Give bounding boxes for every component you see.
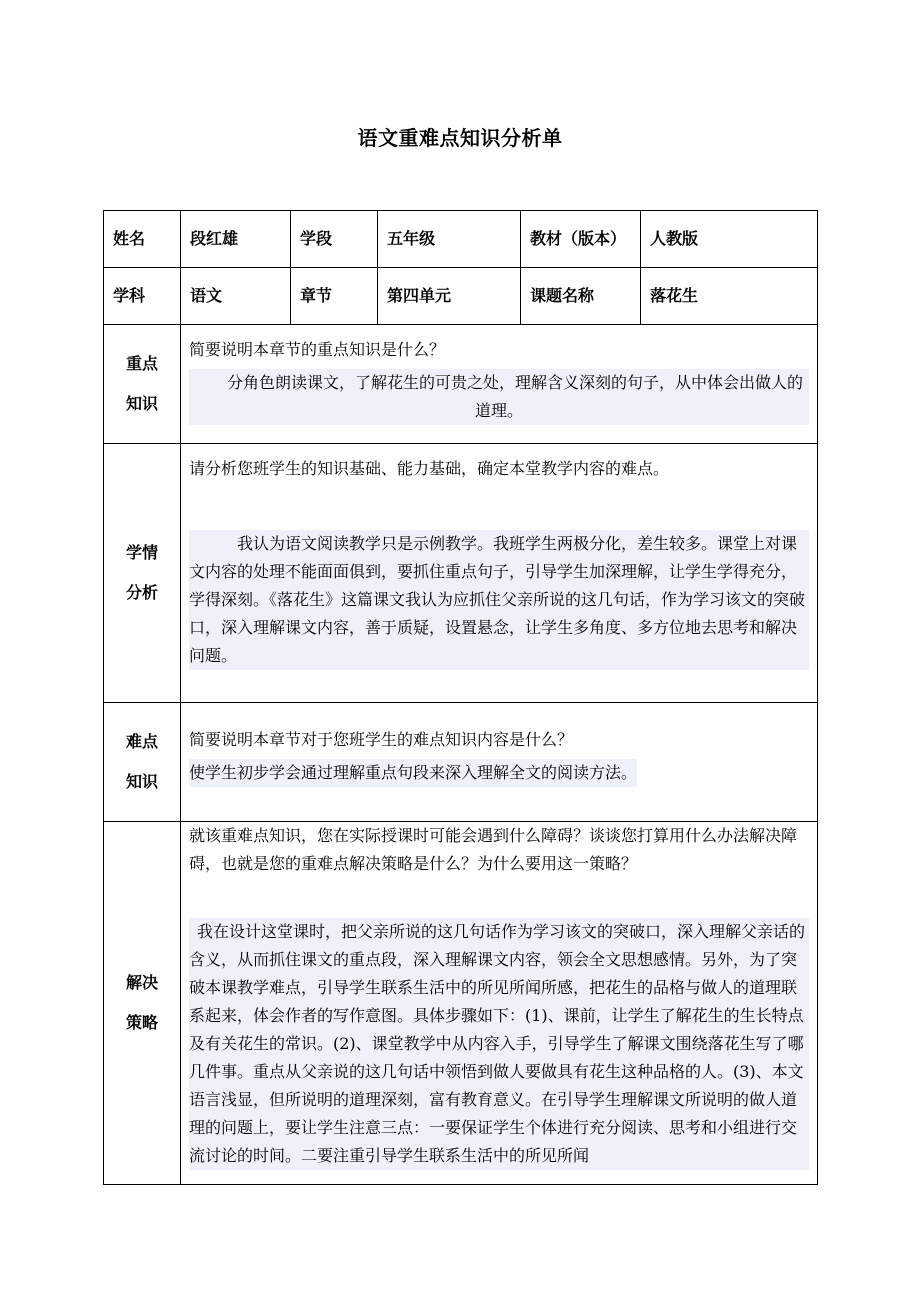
student-analysis-content	[181, 444, 818, 703]
solution-strategy-label: 解决 策略	[104, 822, 181, 1185]
difficult-knowledge-prompt: 简要说明本章节对于您班学生的难点知识内容是什么？	[189, 730, 574, 749]
difficult-knowledge-answer: 使学生初步学会通过理解重点句段来深入理解全文的阅读方法。	[189, 759, 637, 787]
header-row-1	[104, 211, 818, 268]
value-lesson-title: 落花生	[641, 268, 818, 325]
key-knowledge-label: 重点 知识	[104, 325, 181, 444]
student-analysis-prompt: 请分析您班学生的知识基础、能力基础，确定本堂教学内容的难点。	[189, 459, 670, 478]
label-textbook-edition: 教材（版本）	[521, 211, 641, 268]
solution-strategy-prompt: 就该重难点知识，您在实际授课时可能会遇到什么障碍？谈谈您打算用什么办法解决障碍，也就是您的重难点解决策略是什么？为什么要用这一策略？	[189, 826, 798, 873]
section-student-analysis	[104, 444, 818, 703]
value-subject: 语文	[181, 268, 291, 325]
label-lesson-title: 课题名称	[521, 268, 641, 325]
key-knowledge-answer: 分角色朗读课文，了解花生的可贵之处，理解含义深刻的句子，从中体会出做人的道理。	[189, 369, 809, 425]
header-row-2	[104, 268, 818, 325]
difficult-knowledge-label: 难点 知识	[104, 703, 181, 822]
page-title: 语文重难点知识分析单	[357, 126, 563, 150]
solution-strategy-content	[181, 822, 818, 1185]
label-grade-level: 学段	[291, 211, 378, 268]
analysis-form-table	[103, 210, 818, 1185]
solution-strategy-answer: 我在设计这堂课时，把父亲所说的这几句话作为学习该文的突破口，深入理解父亲话的含义，从而抓住课文的重点段，深入理解课文内容，领会全文思想感情。另外，为了突破本课教学难点，引导学生联系生活中的所见所闻所感，把花生的品格与做人的道理联系起来，体会作者的写作意图。具体步骤如下：(1)、课前，让学生了解花生的生长特点及有关花生的常识。(2)、课堂教学中从内容入手，引导学生了解课文围绕落花生写了哪几件事。重点从父亲说的这几句话中领悟到做人要做具有花生这种品格的人。(3)、本文语言浅显，但所说明的道理深刻，富有教育意义。在引导学生理解课文所说明的做人道理的问题上，要让学生注意三点：一要保证学生个体进行充分阅读、思考和小组进行交流讨论的时间。二要注重引导学生联系生活中的所见所闻	[189, 918, 809, 1170]
label-name: 姓名	[104, 211, 181, 268]
value-grade-level: 五年级	[378, 211, 521, 268]
student-analysis-answer: 我认为语文阅读教学只是示例教学。我班学生两极分化，差生较多。课堂上对课文内容的处理不能面面俱到，要抓住重点句子，引导学生加深理解，让学生学得充分，学得深刻。《落花生》这篇课文我认为应抓住父亲所说的这几句话，作为学习该文的突破口，深入理解课文内容，善于质疑，设置悬念，让学生多角度、多方位地去思考和解决问题。	[189, 530, 809, 670]
value-chapter: 第四单元	[378, 268, 521, 325]
key-knowledge-prompt: 简要说明本章节的重点知识是什么？	[189, 340, 446, 359]
label-subject: 学科	[104, 268, 181, 325]
student-analysis-label: 学情 分析	[104, 444, 181, 703]
section-difficult-knowledge	[104, 703, 818, 822]
key-knowledge-content	[181, 325, 818, 444]
value-name: 段红雄	[181, 211, 291, 268]
section-solution-strategy	[104, 822, 818, 1185]
value-textbook-edition: 人教版	[641, 211, 818, 268]
label-chapter: 章节	[291, 268, 378, 325]
difficult-knowledge-content	[181, 703, 818, 822]
section-key-knowledge	[104, 325, 818, 444]
